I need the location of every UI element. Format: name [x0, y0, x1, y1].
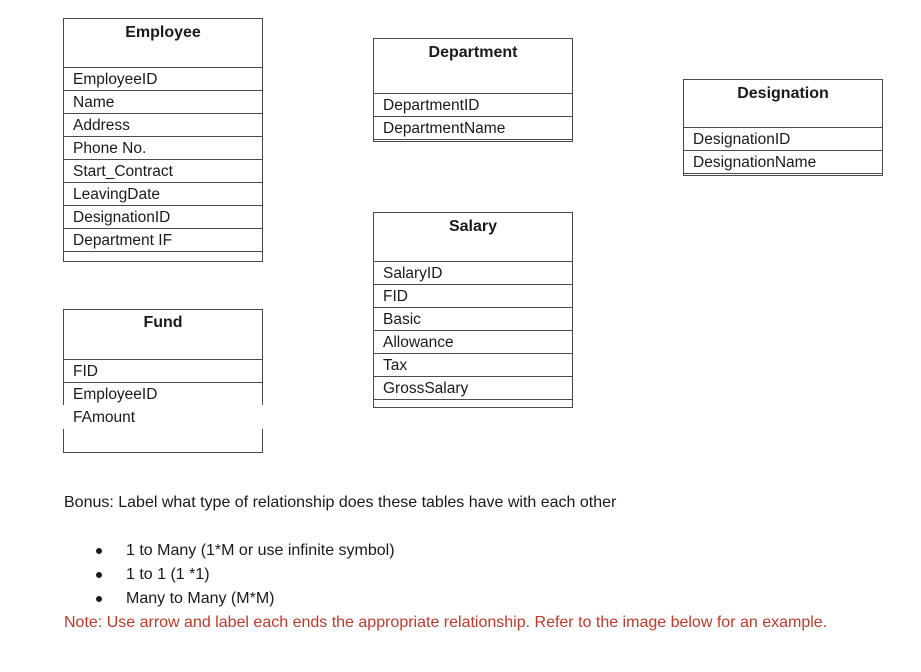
- list-item-label: Many to Many (M*M): [126, 590, 275, 607]
- employee-attributes: [63, 68, 263, 252]
- salary-attr: SalaryID: [373, 261, 573, 285]
- bonus-instruction: Bonus: Label what type of relationship does these tables have with each other: [64, 494, 617, 511]
- list-item: [90, 587, 395, 611]
- bullet-icon: [96, 596, 102, 602]
- list-item: [90, 539, 395, 563]
- department-table: [373, 38, 573, 142]
- department-title: Department: [428, 44, 518, 61]
- list-item-label: 1 to 1 (1 *1): [126, 566, 210, 583]
- fund-attr: EmployeeID: [63, 382, 263, 406]
- employee-attr: DesignationID: [63, 205, 263, 229]
- employee-attr: Name: [63, 90, 263, 114]
- salary-attr: GrossSalary: [373, 376, 573, 400]
- employee-attr: Start_Contract: [63, 159, 263, 183]
- relationship-type-list: [90, 539, 395, 611]
- note-text: Note: Use arrow and label each ends the appropriate relationship. Refer to the image below for an example.: [64, 614, 828, 631]
- salary-attr: Allowance: [373, 330, 573, 354]
- department-attr: DepartmentID: [373, 93, 573, 117]
- designation-title: Designation: [737, 85, 829, 102]
- designation-attr: DesignationName: [683, 150, 883, 174]
- designation-attr: DesignationID: [683, 127, 883, 151]
- employee-attr: Address: [63, 113, 263, 137]
- employee-attr: Phone No.: [63, 136, 263, 160]
- employee-attr: Department IF: [63, 228, 263, 252]
- employee-title: Employee: [125, 24, 201, 41]
- fund-title: Fund: [143, 314, 183, 331]
- employee-table: [63, 18, 263, 262]
- fund-attr: FAmount: [63, 405, 263, 429]
- salary-attr: FID: [373, 284, 573, 308]
- employee-attr: EmployeeID: [63, 67, 263, 91]
- employee-attr: LeavingDate: [63, 182, 263, 206]
- salary-attr: Basic: [373, 307, 573, 331]
- fund-table: [63, 309, 263, 453]
- fund-attributes: [63, 360, 263, 429]
- salary-attributes: [373, 262, 573, 400]
- designation-attributes: [683, 128, 883, 174]
- salary-table: [373, 212, 573, 408]
- bullet-icon: [96, 572, 102, 578]
- salary-attr: Tax: [373, 353, 573, 377]
- fund-attr: FID: [63, 359, 263, 383]
- department-attributes: [373, 94, 573, 140]
- bullet-icon: [96, 548, 102, 554]
- list-item: [90, 563, 395, 587]
- designation-table: [683, 79, 883, 176]
- department-attr: DepartmentName: [373, 116, 573, 140]
- salary-title: Salary: [448, 218, 498, 235]
- list-item-label: 1 to Many (1*M or use infinite symbol): [126, 542, 395, 559]
